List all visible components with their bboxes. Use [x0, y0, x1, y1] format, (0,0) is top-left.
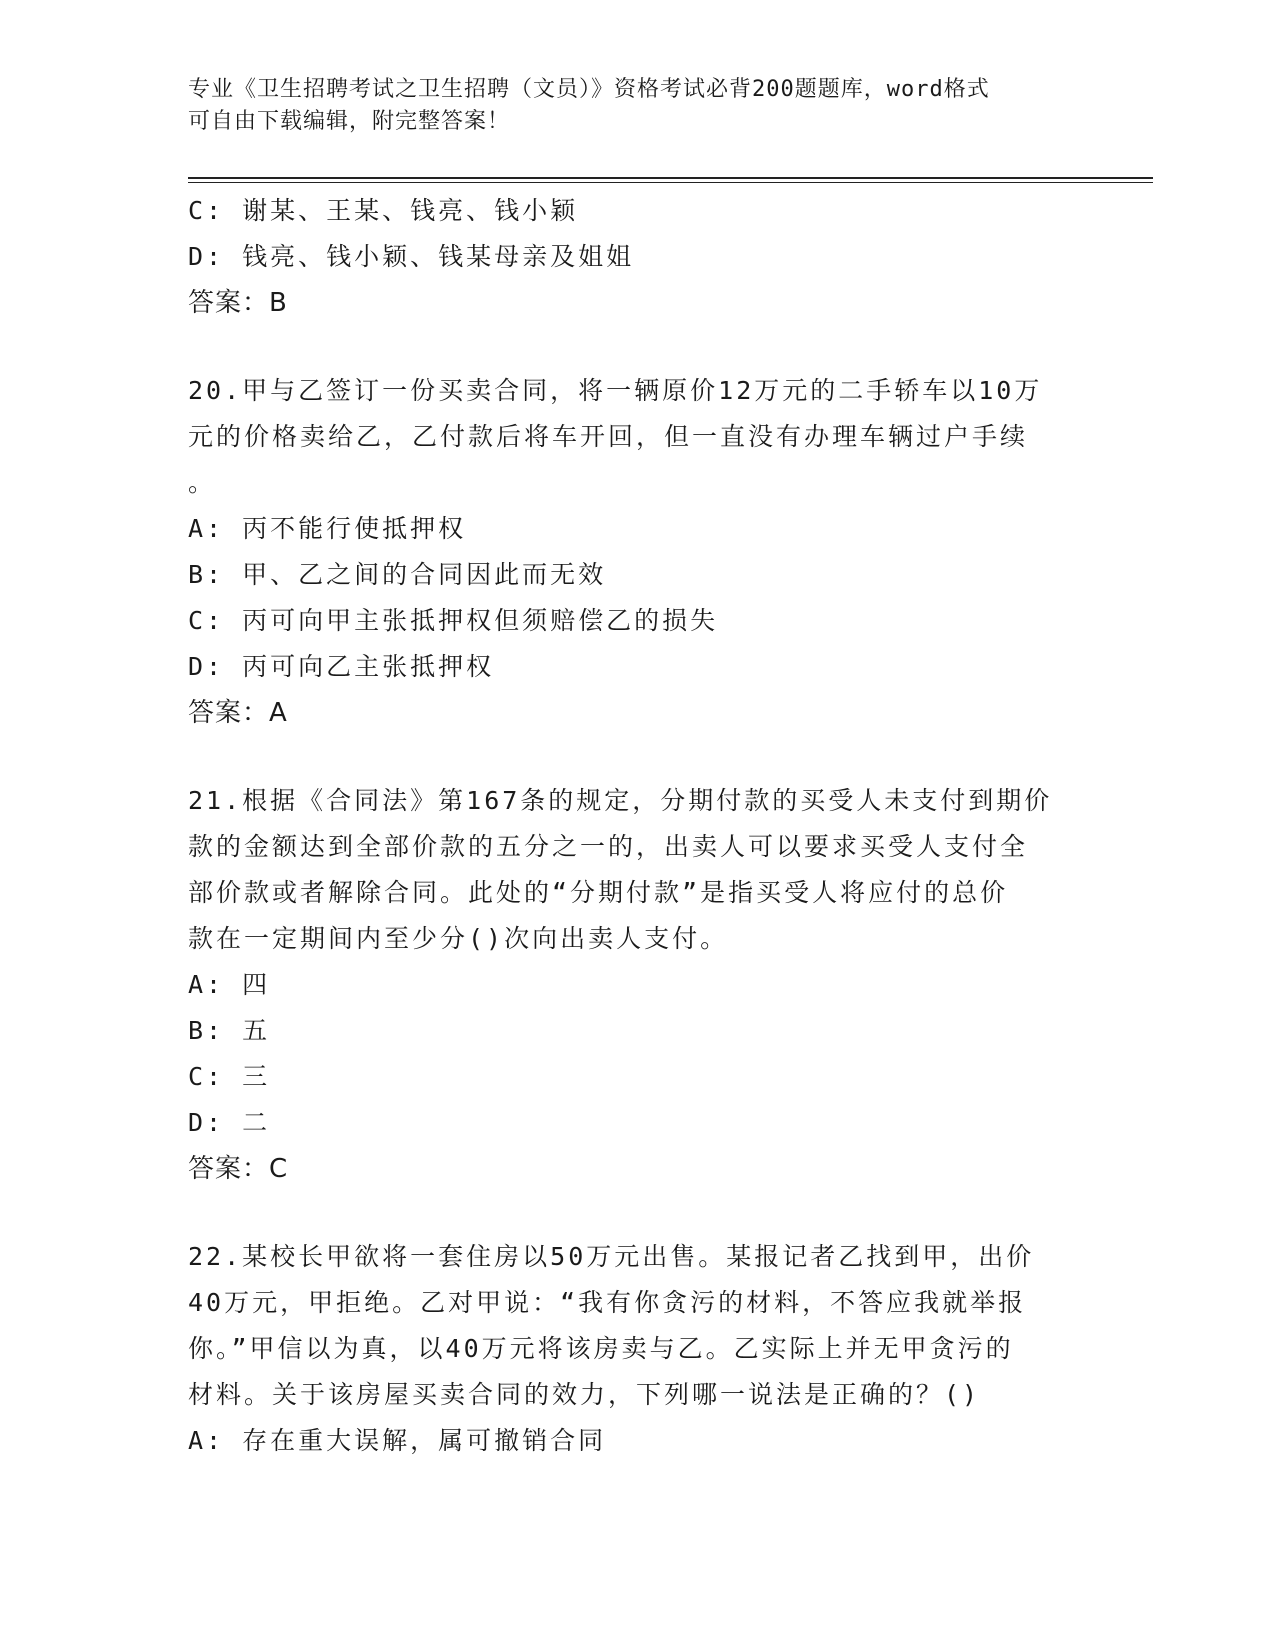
spacer — [188, 736, 1068, 778]
header-line-1: 专业《卫生招聘考试之卫生招聘（文员）》资格考试必背200题题库，word格式 — [188, 77, 990, 102]
question-stem-line: 部价款或者解除合同。此处的“分期付款”是指买受人将应付的总价 — [188, 878, 1009, 907]
question-stem-line: 你。”甲信以为真，以40万元将该房卖与乙。乙实际上并无甲贪污的 — [188, 1334, 1014, 1363]
option-c: C: 谢某、王某、钱亮、钱小颖 — [188, 196, 579, 225]
question-stem-line: 22.某校长甲欲将一套住房以50万元出售。某报记者乙找到甲，出价 — [188, 1242, 1035, 1271]
option-d: D: 丙可向乙主张抵押权 — [188, 652, 495, 681]
option-c: C: 丙可向甲主张抵押权但须赔偿乙的损失 — [188, 606, 719, 635]
option-d: D: 钱亮、钱小颖、钱某母亲及姐姐 — [188, 242, 635, 271]
prev-question-block — [188, 188, 1068, 326]
page-header — [188, 74, 1068, 138]
question-stem-line: 。 — [188, 468, 217, 497]
option-a: A: 存在重大误解，属可撤销合同 — [188, 1426, 607, 1455]
answer-line: 答案：A — [188, 698, 288, 728]
spacer — [188, 1192, 1068, 1234]
question-21 — [188, 778, 1068, 1192]
answer-line: 答案：C — [188, 1154, 289, 1184]
answer-line: 答案：B — [188, 288, 288, 318]
question-stem-line: 40万元，甲拒绝。乙对甲说：“我有你贪污的材料，不答应我就举报 — [188, 1288, 1027, 1317]
document-body — [188, 188, 1068, 1464]
option-a: A: 四 — [188, 970, 271, 999]
question-stem-line: 元的价格卖给乙，乙付款后将车开回，但一直没有办理车辆过户手续 — [188, 422, 1029, 451]
question-stem-line: 20.甲与乙签订一份买卖合同，将一辆原价12万元的二手轿车以10万 — [188, 376, 1043, 405]
spacer — [188, 326, 1068, 368]
question-20 — [188, 368, 1068, 736]
option-b: B: 五 — [188, 1016, 271, 1045]
question-stem-line: 材料。关于该房屋买卖合同的效力，下列哪一说法是正确的？() — [188, 1380, 981, 1409]
option-a: A: 丙不能行使抵押权 — [188, 514, 467, 543]
header-line-2: 可自由下载编辑，附完整答案！ — [188, 109, 511, 134]
question-22 — [188, 1234, 1068, 1464]
question-stem-line: 款的金额达到全部价款的五分之一的，出卖人可以要求买受人支付全 — [188, 832, 1029, 861]
question-stem-line: 21.根据《合同法》第167条的规定，分期付款的买受人未支付到期价 — [188, 786, 1053, 815]
option-c: C: 三 — [188, 1062, 271, 1091]
option-d: D: 二 — [188, 1108, 271, 1137]
question-stem-line: 款在一定期间内至少分()次向出卖人支付。 — [188, 924, 729, 953]
option-b: B: 甲、乙之间的合同因此而无效 — [188, 560, 607, 589]
header-divider — [188, 177, 1153, 183]
